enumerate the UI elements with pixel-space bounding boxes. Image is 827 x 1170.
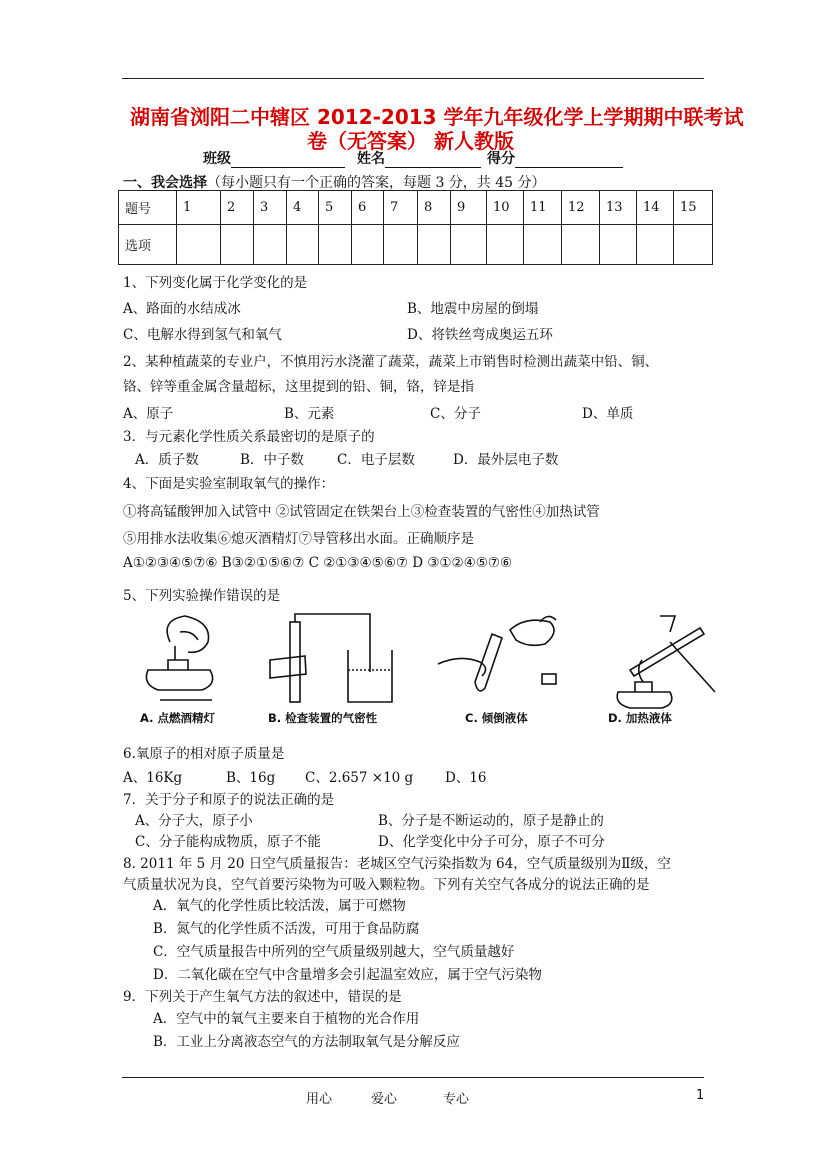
figure-label-a: A. 点燃酒精灯 <box>140 711 215 724</box>
question-5: 5、下列实验操作错误的是 <box>123 588 281 604</box>
q3-option-d: D．最外层电子数 <box>453 452 559 468</box>
footer-rule <box>122 1077 704 1078</box>
answer-cell[interactable] <box>221 225 254 265</box>
question-4-steps-line1: ①将高锰酸钾加入试管中 ②试管固定在铁架台上③检查装置的气密性④加热试管 <box>123 504 600 520</box>
name-blank[interactable] <box>385 153 481 168</box>
table-cell-number: 2 <box>221 191 254 225</box>
q2-option-a: A、原子 <box>123 406 174 422</box>
question-1: 1、下列变化属于化学变化的是 <box>123 275 308 291</box>
q1-option-b: B、地震中房屋的倒塌 <box>407 301 539 317</box>
q6-option-a: A、16Kg <box>123 770 183 786</box>
page-title-line2: 卷（无答案） 新人教版 <box>307 129 514 153</box>
pour-liquid-illustration <box>438 616 556 690</box>
class-label: 班级 <box>203 148 345 168</box>
question-4-options: A①②③④⑤⑦⑥ B③②①⑤⑥⑦ C ②①③④⑤⑥⑦ D ③①②④⑤⑦⑥ <box>123 555 513 571</box>
alcohol-lamp-illustration <box>146 616 212 700</box>
answer-cell[interactable] <box>562 225 600 265</box>
answer-cell[interactable] <box>600 225 637 265</box>
question-4: 4、下面是实验室制取氧气的操作： <box>123 476 335 492</box>
question-2-line2: 铬、锌等重金属含量超标，这里提到的铅、铜，铬，锌是指 <box>123 379 474 395</box>
table-cell-number: 12 <box>562 191 600 225</box>
page-title-line1: 湖南省浏阳二中辖区 2012-2013 学年九年级化学上学期期中联考试 <box>130 105 744 129</box>
question-8-line1: 8. 2011 年 5 月 20 日空气质量报告：老城区空气污染指数为 64，空气质量级别为Ⅱ级，空 <box>123 856 671 872</box>
answer-cell[interactable] <box>254 225 287 265</box>
question-2-line1: 2、某种植蔬菜的专业户，不慎用污水浇灌了蔬菜，蔬菜上市销售时检测出蔬菜中铅、铜、 <box>123 354 659 370</box>
question-6: 6.氧原子的相对原子质量是 <box>123 746 285 762</box>
answer-cell[interactable] <box>177 225 221 265</box>
answer-cell[interactable] <box>352 225 384 265</box>
q2-option-c: C、分子 <box>430 406 481 422</box>
airtight-check-illustration <box>270 614 392 702</box>
q7-option-b: B、分子是不断运动的，原子是静止的 <box>378 813 604 829</box>
q1-option-a: A、路面的水结成冰 <box>123 301 241 317</box>
footer-motto-3: 专心 <box>443 1092 470 1107</box>
question-7: 7．关于分子和原子的说法正确的是 <box>123 792 335 808</box>
footer-motto-1: 用心 <box>306 1092 333 1107</box>
answer-table <box>118 190 713 265</box>
answer-cell[interactable] <box>287 225 319 265</box>
header-rule <box>122 78 704 79</box>
q9-option-b: B．工业上分离液态空气的方法制取氧气是分解反应 <box>153 1034 460 1050</box>
q2-option-b: B、元素 <box>284 406 335 422</box>
answer-cell[interactable] <box>319 225 352 265</box>
q8-option-d: D．二氧化碳在空气中含量增多会引起温室效应，属于空气污染物 <box>153 967 542 983</box>
table-cell-number: 9 <box>451 191 487 225</box>
q8-option-c: C．空气质量报告中所列的空气质量级别越大，空气质量越好 <box>153 944 515 960</box>
score-label: 得分 <box>487 148 623 168</box>
table-cell-number: 14 <box>637 191 674 225</box>
lab-operation-figure <box>130 612 720 724</box>
question-9: 9．下列关于产生氧气方法的叙述中，错误的是 <box>123 989 402 1005</box>
table-header-number: 题号 <box>119 191 177 225</box>
answer-cell[interactable] <box>418 225 451 265</box>
figure-label-d: D. 加热液体 <box>608 711 672 724</box>
heat-liquid-illustration <box>617 616 715 708</box>
answer-cell[interactable] <box>674 225 713 265</box>
q3-option-a: A．质子数 <box>135 452 199 468</box>
question-3: 3．与元素化学性质关系最密切的是原子的 <box>123 429 375 445</box>
answer-cell[interactable] <box>384 225 418 265</box>
score-blank[interactable] <box>515 153 623 168</box>
q3-option-b: B．中子数 <box>240 452 304 468</box>
q6-option-c: C、2.657 ×10 g <box>305 770 414 786</box>
page-number: 1 <box>696 1088 705 1103</box>
q7-option-d: D、化学变化中分子可分，原子不可分 <box>378 834 605 850</box>
table-cell-number: 11 <box>524 191 562 225</box>
table-cell-number: 6 <box>352 191 384 225</box>
answer-cell[interactable] <box>487 225 524 265</box>
q8-option-a: A．氧气的化学性质比较活泼，属于可燃物 <box>153 898 406 914</box>
table-cell-number: 10 <box>487 191 524 225</box>
footer-motto-2: 爱心 <box>371 1092 398 1107</box>
table-cell-number: 15 <box>674 191 713 225</box>
answer-table-number-row <box>119 191 713 225</box>
table-cell-number: 4 <box>287 191 319 225</box>
figure-label-c: C. 倾倒液体 <box>465 711 528 724</box>
question-4-steps-line2: ⑤用排水法收集⑥熄灭酒精灯⑦导管移出水面。正确顺序是 <box>123 531 474 547</box>
q7-option-c: C、分子能构成物质，原子不能 <box>135 834 321 850</box>
q1-option-c: C、电解水得到氢气和氧气 <box>123 327 282 343</box>
table-cell-number: 7 <box>384 191 418 225</box>
q9-option-a: A．空气中的氧气主要来自于植物的光合作用 <box>153 1011 420 1027</box>
figure-label-b: B. 检查装置的气密性 <box>268 711 378 724</box>
table-header-answer: 选项 <box>119 225 177 265</box>
answer-cell[interactable] <box>637 225 674 265</box>
section-heading: 一、我会选择（每小题只有一个正确的答案，每题 3 分，共 45 分） <box>123 175 546 191</box>
table-cell-number: 3 <box>254 191 287 225</box>
q3-option-c: C．电子层数 <box>337 452 415 468</box>
question-8-line2: 气质量状况为良，空气首要污染物为可吸入颗粒物。下列有关空气各成分的说法正确的是 <box>123 877 650 893</box>
answer-cell[interactable] <box>451 225 487 265</box>
q7-option-a: A、分子大，原子小 <box>135 813 253 829</box>
table-cell-number: 13 <box>600 191 637 225</box>
answer-table-answer-row <box>119 225 713 265</box>
q6-option-b: B、16g <box>226 770 276 786</box>
q2-option-d: D、单质 <box>582 406 634 422</box>
q6-option-d: D、16 <box>445 770 487 786</box>
class-blank[interactable] <box>231 153 345 168</box>
table-cell-number: 1 <box>177 191 221 225</box>
q1-option-d: D、将铁丝弯成奥运五环 <box>407 327 553 343</box>
table-cell-number: 8 <box>418 191 451 225</box>
table-cell-number: 5 <box>319 191 352 225</box>
answer-cell[interactable] <box>524 225 562 265</box>
q8-option-b: B．氮气的化学性质不活泼，可用于食品防腐 <box>153 921 420 937</box>
name-label: 姓名 <box>357 148 481 168</box>
